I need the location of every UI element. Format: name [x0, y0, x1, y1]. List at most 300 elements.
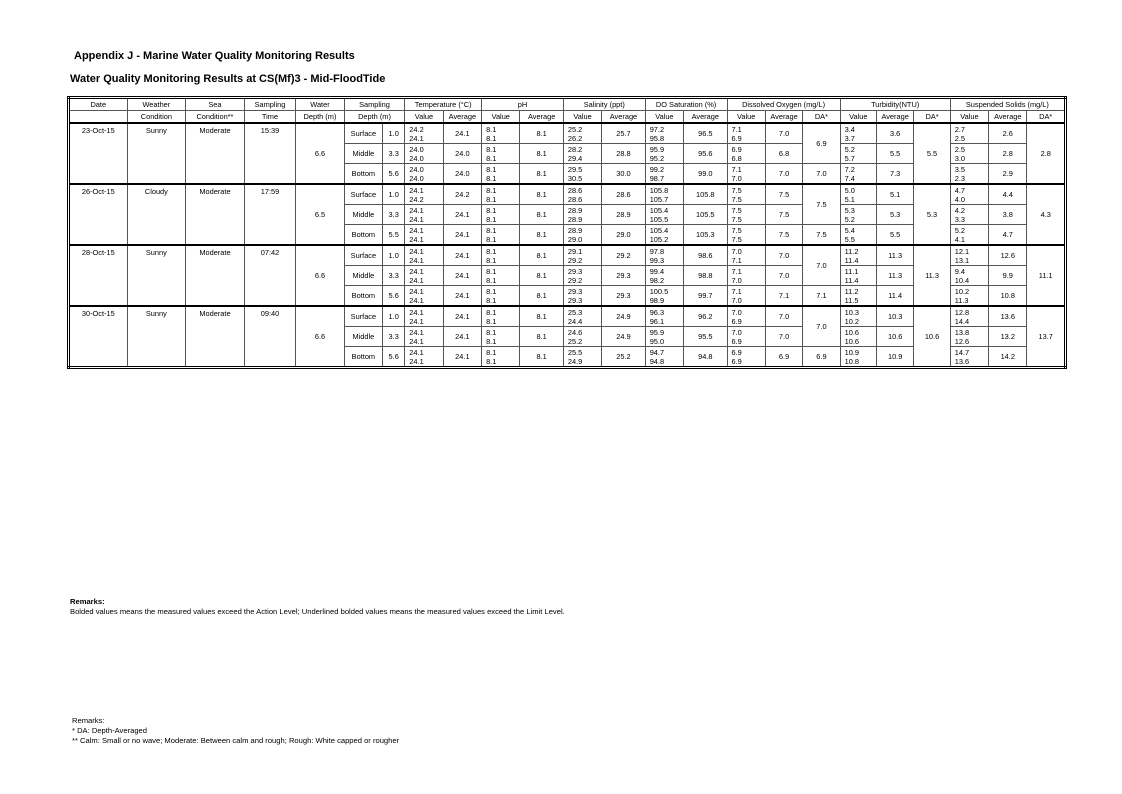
salinity-value-cell-reading: 29.4	[567, 153, 583, 163]
ss-average-cell: 9.9	[989, 266, 1027, 286]
do-value-cell-reading: 7.5	[731, 234, 742, 244]
weather-cell: Sunny	[127, 245, 186, 306]
temp-average-cell: 24.1	[443, 266, 481, 286]
sub-value: Value	[405, 111, 443, 124]
temp-average-cell: 24.1	[443, 306, 481, 327]
do-saturation-value-cell-reading: 105.4	[649, 225, 669, 235]
temp-value-cell-reading: 24.0	[409, 144, 424, 154]
salinity-value-cell	[563, 327, 601, 347]
salinity-average-cell: 25.2	[602, 347, 645, 368]
table-title: Water Quality Monitoring Results at CS(Mf)3 - Mid-FloodTide	[70, 73, 386, 85]
sub-da: DA*	[914, 111, 950, 124]
do-average-cell: 7.0	[765, 327, 802, 347]
turbidity-da-cell: 5.5	[914, 123, 950, 184]
do-saturation-average-cell: 96.2	[684, 306, 727, 327]
do-saturation-value-cell-reading: 98.2	[649, 275, 665, 285]
do-value-cell-reading: 6.9	[731, 144, 742, 154]
do-value-cell	[727, 327, 765, 347]
sub-value: Value	[840, 111, 876, 124]
do-da-cell: 7.0	[803, 245, 840, 286]
ph-value-cell-reading: 8.1	[486, 356, 497, 366]
do-value-cell-reading: 6.9	[731, 347, 742, 357]
appendix-title: Appendix J - Marine Water Quality Monitoring Results	[74, 50, 355, 62]
do-da-bottom-cell: 7.0	[803, 164, 840, 185]
salinity-value-cell-reading: 29.2	[567, 275, 583, 285]
water-depth-cell: 6.5	[296, 184, 344, 245]
ss-value-cell	[950, 164, 988, 185]
salinity-value-cell	[563, 184, 601, 205]
sampling-level-cell: Middle	[344, 144, 382, 164]
ss-value-cell-reading: 3.5	[954, 164, 965, 174]
do-value-cell-reading: 7.5	[731, 205, 742, 215]
temp-average-cell: 24.2	[443, 184, 481, 205]
ph-average-cell: 8.1	[520, 286, 563, 307]
ss-value-cell-reading: 13.1	[954, 255, 970, 265]
do-saturation-value-cell-reading: 95.2	[649, 153, 665, 163]
turbidity-value-cell	[840, 164, 876, 185]
ph-value-cell-reading: 8.1	[486, 295, 497, 305]
temp-value-cell-reading: 24.1	[409, 214, 424, 224]
do-saturation-value-cell-reading: 95.9	[649, 144, 665, 154]
ph-value-cell-reading: 8.1	[486, 316, 497, 326]
do-saturation-value-cell	[645, 205, 683, 225]
sub-da: DA*	[803, 111, 840, 124]
do-saturation-value-cell-reading: 96.3	[649, 307, 665, 317]
results-table-container	[67, 96, 1067, 369]
temp-value-cell-reading: 24.1	[409, 205, 424, 215]
ss-value-cell	[950, 184, 988, 205]
sampling-depth-cell: 3.3	[383, 327, 405, 347]
ss-average-cell: 3.8	[989, 205, 1027, 225]
salinity-value-cell-reading: 28.9	[567, 205, 583, 215]
salinity-value-cell-reading: 25.5	[567, 347, 583, 357]
ph-value-cell	[482, 205, 520, 225]
sampling-depth-cell: 1.0	[383, 184, 405, 205]
temp-value-cell-reading: 24.0	[409, 173, 424, 183]
ss-value-cell	[950, 144, 988, 164]
do-saturation-value-cell-reading: 95.9	[649, 327, 665, 337]
ph-value-cell-reading: 8.1	[486, 336, 497, 346]
ss-value-cell-reading: 2.5	[954, 133, 965, 143]
ph-average-cell: 8.1	[520, 347, 563, 368]
temp-value-cell-reading: 24.1	[409, 347, 424, 357]
water-depth-cell: 6.6	[296, 306, 344, 368]
results-table	[67, 96, 1067, 369]
turbidity-average-cell: 5.1	[876, 184, 913, 205]
salinity-value-cell-reading: 29.3	[567, 286, 583, 296]
ss-value-cell	[950, 306, 988, 327]
col-do-saturation: DO Saturation (%)	[645, 98, 727, 111]
turbidity-value-cell-reading: 10.6	[844, 327, 859, 337]
ss-value-cell-reading: 2.5	[954, 144, 965, 154]
turbidity-average-cell: 10.3	[876, 306, 913, 327]
salinity-average-cell: 29.3	[602, 266, 645, 286]
salinity-value-cell-reading: 25.3	[567, 307, 583, 317]
salinity-value-cell	[563, 205, 601, 225]
salinity-average-cell: 28.6	[602, 184, 645, 205]
ss-average-cell: 4.7	[989, 225, 1027, 246]
temp-value-cell-reading: 24.1	[409, 275, 424, 285]
salinity-value-cell	[563, 225, 601, 246]
temp-value-cell	[405, 327, 443, 347]
ss-value-cell-reading: 3.0	[954, 153, 965, 163]
ph-value-cell-reading: 8.1	[486, 225, 497, 235]
ph-value-cell	[482, 123, 520, 144]
do-value-cell	[727, 225, 765, 246]
do-da-bottom-cell: 7.1	[803, 286, 840, 307]
turbidity-average-cell: 5.3	[876, 205, 913, 225]
remarks-legend	[72, 716, 399, 746]
do-value-cell-reading: 7.5	[731, 225, 742, 235]
temp-value-cell-reading: 24.1	[409, 255, 424, 265]
salinity-average-cell: 29.2	[602, 245, 645, 266]
temp-value-cell-reading: 24.1	[409, 133, 424, 143]
turbidity-value-cell-reading: 7.2	[844, 164, 855, 174]
ph-value-cell-reading: 8.1	[486, 234, 497, 244]
do-saturation-value-cell-reading: 96.1	[649, 316, 665, 326]
do-da-bottom-cell: 7.5	[803, 225, 840, 246]
sea-condition-cell: Moderate	[186, 245, 245, 306]
sampling-level-cell: Middle	[344, 266, 382, 286]
do-saturation-average-cell: 99.7	[684, 286, 727, 307]
do-saturation-value-cell-reading: 97.8	[649, 246, 665, 256]
ph-average-cell: 8.1	[520, 184, 563, 205]
do-value-cell	[727, 123, 765, 144]
col-date-sub	[69, 111, 128, 124]
turbidity-value-cell	[840, 144, 876, 164]
ph-average-cell: 8.1	[520, 123, 563, 144]
turbidity-value-cell	[840, 266, 876, 286]
temp-value-cell	[405, 306, 443, 327]
do-saturation-average-cell: 98.6	[684, 245, 727, 266]
temp-average-cell: 24.1	[443, 327, 481, 347]
sampling-depth-cell: 3.3	[383, 205, 405, 225]
do-saturation-average-cell: 96.5	[684, 123, 727, 144]
temp-average-cell: 24.1	[443, 347, 481, 368]
sub-da: DA*	[1027, 111, 1066, 124]
turbidity-value-cell-reading: 10.8	[844, 356, 859, 366]
date-section	[69, 123, 1066, 184]
salinity-value-cell-reading: 29.5	[567, 164, 583, 174]
ph-value-cell	[482, 184, 520, 205]
col-weather-sub: Condition	[127, 111, 186, 124]
ph-average-cell: 8.1	[520, 205, 563, 225]
temp-value-cell	[405, 266, 443, 286]
ss-value-cell	[950, 245, 988, 266]
do-saturation-average-cell: 95.5	[684, 327, 727, 347]
temp-value-cell-reading: 24.2	[409, 124, 424, 134]
salinity-value-cell-reading: 28.9	[567, 214, 583, 224]
col-sea-sub: Condition**	[186, 111, 245, 124]
turbidity-value-cell-reading: 5.2	[844, 144, 855, 154]
do-saturation-value-cell-reading: 99.4	[649, 266, 665, 276]
sampling-depth-cell: 3.3	[383, 144, 405, 164]
ph-average-cell: 8.1	[520, 306, 563, 327]
do-average-cell: 6.9	[765, 347, 802, 368]
do-value-cell-reading: 7.0	[731, 307, 742, 317]
do-da-bottom-cell: 6.9	[803, 347, 840, 368]
date-section	[69, 245, 1066, 306]
do-da-cell: 7.0	[803, 306, 840, 347]
do-value-cell-reading: 7.5	[731, 194, 742, 204]
do-value-cell	[727, 164, 765, 185]
temp-average-cell: 24.1	[443, 225, 481, 246]
do-value-cell-reading: 6.9	[731, 336, 742, 346]
ph-value-cell-reading: 8.1	[486, 286, 497, 296]
do-saturation-value-cell	[645, 245, 683, 266]
turbidity-value-cell-reading: 5.5	[844, 234, 855, 244]
salinity-value-cell	[563, 347, 601, 368]
do-average-cell: 7.0	[765, 123, 802, 144]
turbidity-value-cell-reading: 5.3	[844, 205, 855, 215]
do-value-cell	[727, 144, 765, 164]
do-saturation-value-cell-reading: 94.8	[649, 356, 665, 366]
turbidity-value-cell-reading: 5.4	[844, 225, 855, 235]
salinity-value-cell-reading: 28.9	[567, 225, 583, 235]
do-value-cell-reading: 6.9	[731, 133, 742, 143]
sampling-depth-cell: 5.6	[383, 164, 405, 185]
turbidity-average-cell: 3.6	[876, 123, 913, 144]
temp-value-cell-reading: 24.1	[409, 307, 424, 317]
ss-value-cell-reading: 12.1	[954, 246, 970, 256]
sampling-time-cell: 15:39	[244, 123, 296, 184]
ph-value-cell	[482, 144, 520, 164]
turbidity-value-cell	[840, 286, 876, 307]
do-average-cell: 7.0	[765, 164, 802, 185]
sub-average: Average	[876, 111, 913, 124]
ph-value-cell-reading: 8.1	[486, 266, 497, 276]
do-da-cell: 6.9	[803, 123, 840, 164]
sampling-depth-cell: 1.0	[383, 306, 405, 327]
sampling-depth-cell: 1.0	[383, 123, 405, 144]
col-sampling-time: Sampling	[244, 98, 296, 111]
col-date: Date	[69, 98, 128, 111]
sampling-level-cell: Bottom	[344, 164, 382, 185]
table-row	[69, 306, 1066, 327]
ph-average-cell: 8.1	[520, 327, 563, 347]
sub-average: Average	[765, 111, 802, 124]
col-dissolved-oxygen: Dissolved Oxygen (mg/L)	[727, 98, 840, 111]
salinity-average-cell: 25.7	[602, 123, 645, 144]
turbidity-value-cell-reading: 5.7	[844, 153, 855, 163]
ph-average-cell: 8.1	[520, 144, 563, 164]
ss-average-cell: 13.6	[989, 306, 1027, 327]
date-cell: 30-Oct-15	[69, 306, 128, 368]
col-temperature: Temperature (°C)	[405, 98, 482, 111]
do-saturation-value-cell	[645, 164, 683, 185]
turbidity-average-cell: 10.6	[876, 327, 913, 347]
ss-value-cell-reading: 4.7	[954, 185, 965, 195]
weather-cell: Sunny	[127, 123, 186, 184]
ph-value-cell	[482, 164, 520, 185]
temp-value-cell	[405, 144, 443, 164]
do-saturation-value-cell	[645, 347, 683, 368]
ss-value-cell-reading: 14.7	[954, 347, 970, 357]
do-saturation-value-cell	[645, 306, 683, 327]
ss-value-cell	[950, 286, 988, 307]
turbidity-value-cell-reading: 7.4	[844, 173, 855, 183]
turbidity-da-cell: 11.3	[914, 245, 950, 306]
ss-value-cell-reading: 14.4	[954, 316, 970, 326]
do-saturation-value-cell-reading: 100.5	[649, 286, 669, 296]
sampling-depth-cell: 5.5	[383, 225, 405, 246]
do-saturation-value-cell-reading: 94.7	[649, 347, 665, 357]
water-depth-cell: 6.6	[296, 123, 344, 184]
date-section	[69, 184, 1066, 245]
table-row	[69, 123, 1066, 144]
do-value-cell-reading: 7.1	[731, 286, 742, 296]
turbidity-value-cell-reading: 5.0	[844, 185, 855, 195]
do-value-cell	[727, 286, 765, 307]
temp-value-cell-reading: 24.0	[409, 153, 424, 163]
do-value-cell-reading: 6.8	[731, 153, 742, 163]
sampling-level-cell: Bottom	[344, 286, 382, 307]
salinity-average-cell: 24.9	[602, 306, 645, 327]
do-value-cell	[727, 205, 765, 225]
do-saturation-average-cell: 105.5	[684, 205, 727, 225]
salinity-value-cell-reading: 30.5	[567, 173, 583, 183]
remarks-sea-note: ** Calm: Small or no wave; Moderate: Between calm and rough; Rough: White capped or rougher	[72, 736, 400, 745]
do-average-cell: 7.0	[765, 266, 802, 286]
sampling-depth-cell: 3.3	[383, 266, 405, 286]
do-value-cell-reading: 7.5	[731, 214, 742, 224]
col-sampling-depth: Sampling	[344, 98, 405, 111]
do-saturation-value-cell-reading: 99.2	[649, 164, 665, 174]
ss-average-cell: 2.6	[989, 123, 1027, 144]
turbidity-da-cell: 5.3	[914, 184, 950, 245]
col-water-depth-sub: Depth (m)	[296, 111, 344, 124]
salinity-value-cell-reading: 28.6	[567, 194, 583, 204]
turbidity-value-cell	[840, 123, 876, 144]
turbidity-value-cell	[840, 347, 876, 368]
do-value-cell-reading: 7.1	[731, 266, 742, 276]
sub-value: Value	[727, 111, 765, 124]
ss-value-cell-reading: 4.0	[954, 194, 965, 204]
ss-value-cell-reading: 2.3	[954, 173, 965, 183]
col-ph: pH	[482, 98, 564, 111]
salinity-value-cell	[563, 266, 601, 286]
ss-value-cell-reading: 3.3	[954, 214, 965, 224]
sampling-depth-cell: 1.0	[383, 245, 405, 266]
table-row	[69, 245, 1066, 266]
remarks-heading: Remarks:	[70, 597, 105, 606]
turbidity-value-cell-reading: 3.4	[844, 124, 855, 134]
temp-value-cell-reading: 24.0	[409, 164, 424, 174]
do-saturation-average-cell: 95.6	[684, 144, 727, 164]
do-saturation-value-cell	[645, 225, 683, 246]
sampling-depth-cell: 5.6	[383, 286, 405, 307]
temp-average-cell: 24.1	[443, 123, 481, 144]
sub-average: Average	[520, 111, 563, 124]
temp-average-cell: 24.0	[443, 144, 481, 164]
turbidity-value-cell-reading: 10.9	[844, 347, 859, 357]
sea-condition-cell: Moderate	[186, 123, 245, 184]
do-value-cell-reading: 7.1	[731, 164, 742, 174]
turbidity-value-cell-reading: 11.5	[844, 295, 859, 305]
ph-value-cell	[482, 266, 520, 286]
ph-value-cell-reading: 8.1	[486, 205, 497, 215]
do-saturation-value-cell	[645, 286, 683, 307]
ph-value-cell-reading: 8.1	[486, 255, 497, 265]
ph-value-cell-reading: 8.1	[486, 307, 497, 317]
ss-da-cell: 13.7	[1027, 306, 1066, 368]
ph-value-cell	[482, 327, 520, 347]
turbidity-value-cell	[840, 205, 876, 225]
col-salinity: Salinity (ppt)	[563, 98, 645, 111]
salinity-average-cell: 29.0	[602, 225, 645, 246]
sub-value: Value	[563, 111, 601, 124]
remarks-text: Bolded values means the measured values exceed the Action Level; Underlined bolded values means the measured values exceed the Limit Level.	[70, 607, 565, 616]
sampling-time-cell: 17:59	[244, 184, 296, 245]
salinity-value-cell-reading: 24.9	[567, 356, 583, 366]
temp-value-cell	[405, 123, 443, 144]
salinity-average-cell: 24.9	[602, 327, 645, 347]
salinity-value-cell-reading: 26.2	[567, 133, 583, 143]
salinity-value-cell-reading: 28.2	[567, 144, 583, 154]
ss-value-cell-reading: 10.2	[954, 286, 970, 296]
sub-average: Average	[989, 111, 1027, 124]
turbidity-value-cell-reading: 10.6	[844, 336, 859, 346]
temp-value-cell	[405, 347, 443, 368]
ph-value-cell	[482, 306, 520, 327]
temp-average-cell: 24.1	[443, 205, 481, 225]
ss-value-cell	[950, 327, 988, 347]
ss-value-cell	[950, 266, 988, 286]
salinity-value-cell-reading: 29.3	[567, 295, 583, 305]
ss-value-cell-reading: 2.7	[954, 124, 965, 134]
date-cell: 26-Oct-15	[69, 184, 128, 245]
do-saturation-value-cell-reading: 105.5	[649, 214, 669, 224]
turbidity-value-cell-reading: 11.2	[844, 286, 859, 296]
do-saturation-value-cell-reading: 105.2	[649, 234, 669, 244]
ss-value-cell-reading: 12.8	[954, 307, 970, 317]
turbidity-average-cell: 7.3	[876, 164, 913, 185]
do-value-cell-reading: 7.1	[731, 255, 742, 265]
do-average-cell: 6.8	[765, 144, 802, 164]
salinity-value-cell	[563, 286, 601, 307]
ss-average-cell: 2.9	[989, 164, 1027, 185]
temp-average-cell: 24.1	[443, 286, 481, 307]
sub-average: Average	[443, 111, 481, 124]
turbidity-average-cell: 11.4	[876, 286, 913, 307]
ph-average-cell: 8.1	[520, 225, 563, 246]
temp-value-cell-reading: 24.2	[409, 194, 424, 204]
remarks-action-level	[70, 597, 565, 617]
sampling-depth-cell: 5.6	[383, 347, 405, 368]
date-cell: 28-Oct-15	[69, 245, 128, 306]
remarks-da-note: * DA: Depth-Averaged	[72, 726, 147, 735]
sampling-level-cell: Surface	[344, 245, 382, 266]
ph-value-cell-reading: 8.1	[486, 327, 497, 337]
turbidity-value-cell-reading: 3.7	[844, 133, 855, 143]
ss-value-cell	[950, 123, 988, 144]
do-saturation-value-cell-reading: 99.3	[649, 255, 665, 265]
col-sea: Sea	[186, 98, 245, 111]
turbidity-average-cell: 5.5	[876, 144, 913, 164]
do-saturation-average-cell: 105.8	[684, 184, 727, 205]
turbidity-value-cell-reading: 5.2	[844, 214, 855, 224]
do-saturation-value-cell-reading: 97.2	[649, 124, 665, 134]
ph-value-cell-reading: 8.1	[486, 246, 497, 256]
do-da-cell: 7.5	[803, 184, 840, 225]
do-value-cell-reading: 7.1	[731, 124, 742, 134]
do-saturation-average-cell: 98.8	[684, 266, 727, 286]
do-value-cell-reading: 6.9	[731, 356, 742, 366]
ss-value-cell-reading: 10.4	[954, 275, 970, 285]
ss-average-cell: 13.2	[989, 327, 1027, 347]
do-value-cell-reading: 7.0	[731, 275, 742, 285]
col-sampling-depth-sub: Depth (m)	[344, 111, 405, 124]
